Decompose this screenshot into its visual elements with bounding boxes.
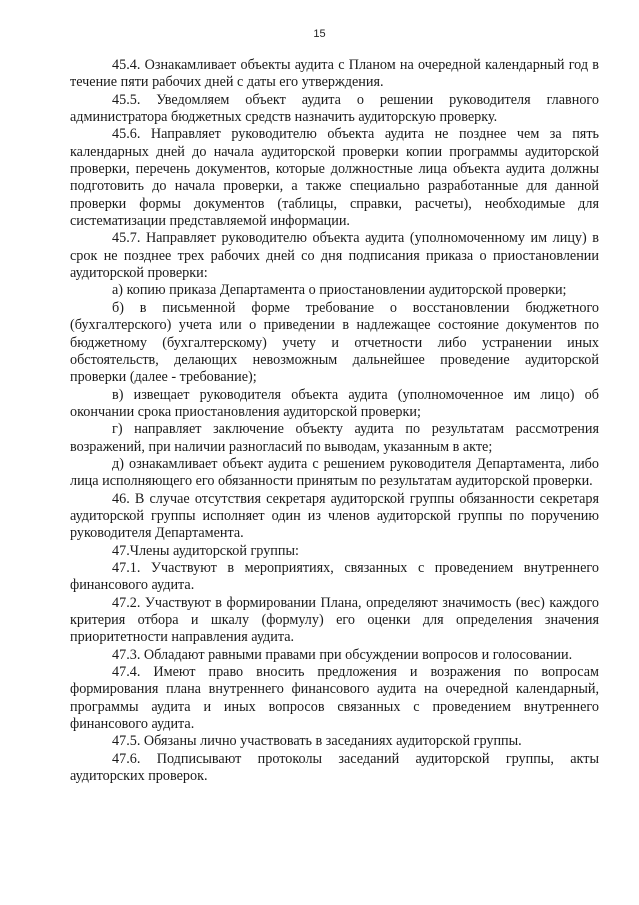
paragraph-45-5: 45.5. Уведомляем объект аудита о решении руководителя главного администратора бюджетных средств назначить аудиторскую проверку. — [70, 91, 599, 126]
paragraph-47-3: 47.3. Обладают равными правами при обсуждении вопросов и голосовании. — [112, 646, 573, 663]
paragraph-45-7: 45.7. Направляет руководителю объекта аудита (уполномоченному им лицу) в срок не позднее трех рабочих дней со дня подписания приказа о приостановлении аудиторской проверки: — [70, 230, 599, 282]
paragraph-47: 47.Члены аудиторской группы: — [112, 542, 299, 559]
list-item-a: а) копию приказа Департамента о приостановлении аудиторской проверки; — [112, 282, 567, 299]
paragraph-47-4: 47.4. Имеют право вносить предложения и возражения по вопросам формирования плана внутреннего финансового аудита на очередной календарный, программы аудита и иных вопросов связанных с проведением внутреннего финансового аудита. — [70, 664, 599, 733]
paragraph-45-4: 45.4. Ознакамливает объекты аудита с Планом на очередной календарный год в течение пяти рабочих дней с даты его утверждения. — [70, 57, 599, 91]
paragraph-46: 46. В случае отсутствия секретаря аудиторской группы обязанности секретаря аудиторской группы исполняет один из членов аудиторской группы по поручению руководителя Департамента. — [70, 490, 599, 542]
paragraph-45-6: 45.6. Направляет руководителю объекта аудита не позднее чем за пять календарных дней до начала аудиторской проверки копии программы аудиторской проверки, перечень документов, которые должностные лица объекта аудита должны подготовить до начала проверки, а также специально разработанные для данной проверки формы документов (таблицы, справки, расчеты), необходимые для систематизации представляемой информации. — [70, 126, 599, 230]
list-item-b: б) в письменной форме требование о восстановлении бюджетного (бухгалтерского) учета или о приведении в надлежащее состояние документов по бюджетному (бухгалтерскому) учету и отчетности либо устранении иных обстоятельств, делающих невозможным дальнейшее проведение аудиторской проверки (далее - требование); — [70, 299, 599, 386]
list-item-g: г) направляет заключение объекту аудита по результатам рассмотрения возражений, при наличии разногласий по выводам, указанным в акте; — [70, 421, 599, 455]
list-item-v: в) извещает руководителя объекта аудита (уполномоченное им лицо) об окончании срока приостановления аудиторской проверки; — [70, 386, 599, 420]
paragraph-47-1: 47.1. Участвуют в мероприятиях, связанных с проведением внутреннего финансового аудита. — [70, 559, 599, 594]
paragraph-47-6: 47.6. Подписывают протоколы заседаний аудиторской группы, акты аудиторских проверок. — [70, 750, 599, 785]
page-number: 15 — [313, 28, 326, 40]
paragraph-47-2: 47.2. Участвуют в формировании Плана, определяют значимость (вес) каждого критерия отбора и шкалу (формулу) его оценки для определения значения приоритетности направления аудита. — [70, 594, 599, 646]
paragraph-47-5: 47.5. Обязаны лично участвовать в заседаниях аудиторской группы. — [112, 733, 522, 750]
list-item-d: д) ознакамливает объект аудита с решением руководителя Департамента, либо лица исполняющего его обязанности принятым по результатам аудиторской проверки. — [70, 455, 599, 490]
document-body — [70, 57, 599, 785]
